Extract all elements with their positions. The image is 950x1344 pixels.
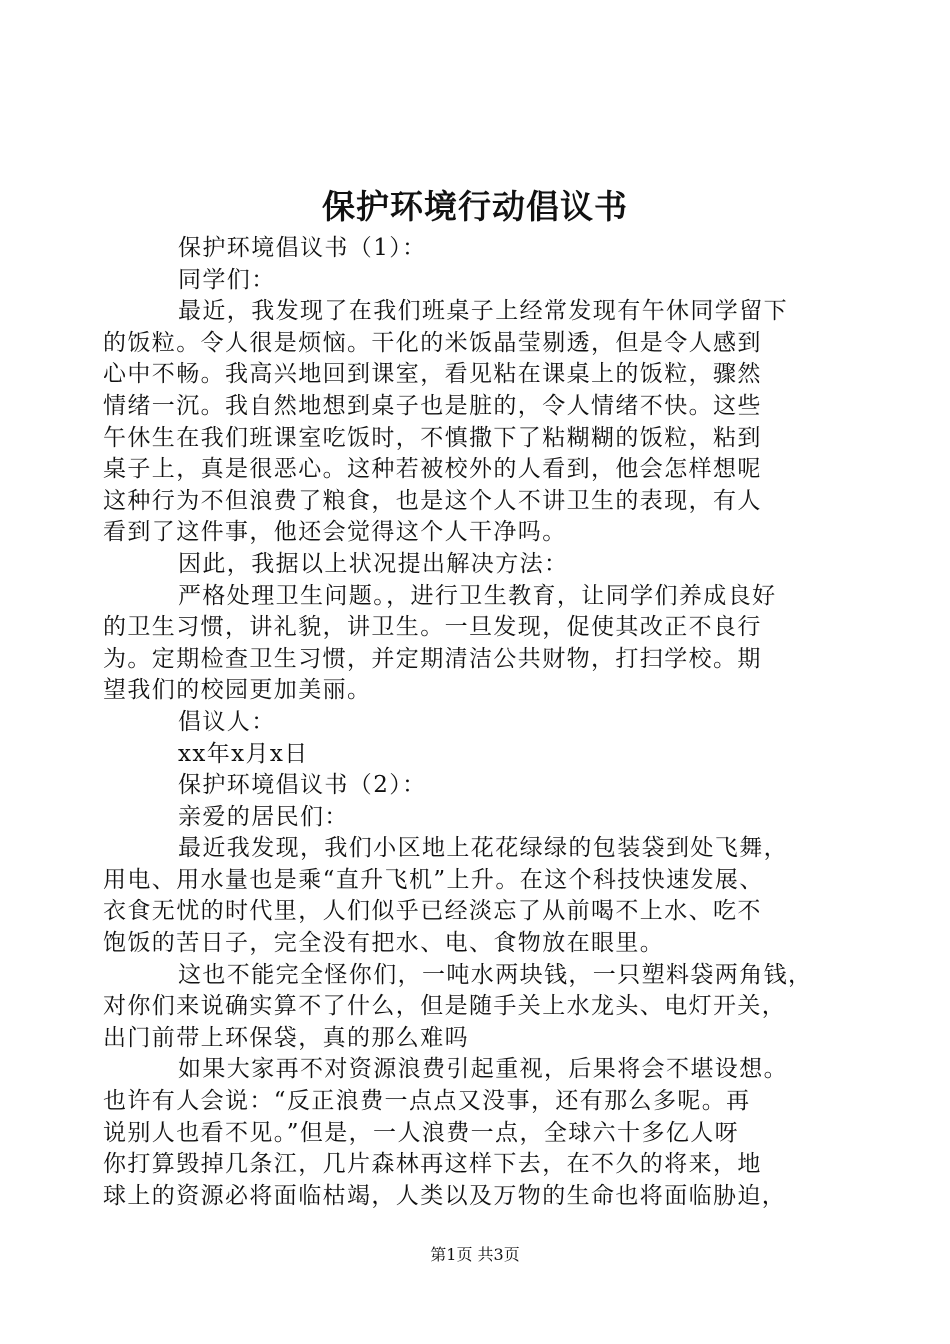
document-title: 保护环境行动倡议书: [322, 187, 628, 226]
text-line: 对你们来说确实算不了什么，但是随手关上水龙头、电灯开关，: [103, 993, 787, 1020]
text-line: 情绪一沉。我自然地想到桌子也是脏的，令人情绪不快。这些: [103, 392, 762, 419]
text-line: 这也不能完全怪你们，一吨水两块钱，一只塑料袋两角钱，: [178, 961, 813, 988]
text-line: 说别人也看不见。”但是，一人浪费一点，全球六十多亿人呀: [103, 1119, 740, 1146]
text-line: 如果大家再不对资源浪费引起重视，后果将会不堪设想。: [178, 1056, 788, 1083]
text-line: 午休生在我们班课室吃饭时，不慎撒下了粘糊糊的饭粒，粘到: [103, 424, 762, 451]
text-line: 心中不畅。我高兴地回到课室，看见粘在课桌上的饭粒，骤然: [103, 361, 762, 388]
text-line: 保护环境倡议书（1）：: [178, 235, 427, 261]
page-footer: 第1页 共3页: [430, 1245, 520, 1264]
text-line: 因此，我据以上状况提出解决方法：: [178, 550, 569, 577]
text-line: 的饭粒。令人很是烦恼。干化的米饭晶莹剔透，但是令人感到: [103, 329, 762, 356]
text-line: 球上的资源必将面临枯竭，人类以及万物的生命也将面临胁迫，: [103, 1182, 787, 1209]
text-line: 严格处理卫生问题。，进行卫生教育，让同学们养成良好: [178, 582, 777, 609]
text-line: 也许有人会说：“反正浪费一点点又没事，还有那么多呢。再: [103, 1088, 751, 1115]
text-line: xx年x月x日: [178, 740, 309, 767]
text-line: 同学们：: [178, 266, 276, 293]
text-line: 倡议人：: [178, 708, 276, 735]
text-line: 最近，我发现了在我们班桌子上经常发现有午休同学留下: [178, 298, 788, 325]
text-line: 用电、用水量也是乘“直升飞机”上升。在这个科技快速发展、: [103, 866, 764, 893]
text-line: 最近我发现，我们小区地上花花绿绿的包装袋到处飞舞，: [178, 835, 788, 862]
text-line: 望我们的校园更加美丽。: [103, 677, 372, 704]
text-line: 这种行为不但浪费了粮食，也是这个人不讲卫生的表现，有人: [103, 487, 762, 514]
text-line: 你打算毁掉几条江，几片森林再这样下去，在不久的将来，地: [103, 1151, 762, 1178]
text-line: 出门前带上环保袋，真的那么难吗: [103, 1024, 469, 1051]
text-line: 看到了这件事，他还会觉得这个人干净吗。: [103, 519, 567, 546]
text-line: 为。定期检查卫生习惯，并定期清洁公共财物，打扫学校。期: [103, 645, 762, 672]
text-line: 亲爱的居民们：: [178, 803, 349, 830]
document-body: [103, 233, 837, 1212]
text-line: 保护环境倡议书（2）：: [178, 772, 427, 799]
text-line: 衣食无忧的时代里，人们似乎已经淡忘了从前喝不上水、吃不: [103, 898, 762, 925]
text-line: 桌子上，真是很恶心。这种若被校外的人看到，他会怎样想呢: [103, 456, 762, 483]
text-line: 饱饭的苦日子，完全没有把水、电、食物放在眼里。: [103, 930, 665, 957]
text-line: 的卫生习惯，讲礼貌，讲卫生。一旦发现，促使其改正不良行: [103, 614, 762, 641]
